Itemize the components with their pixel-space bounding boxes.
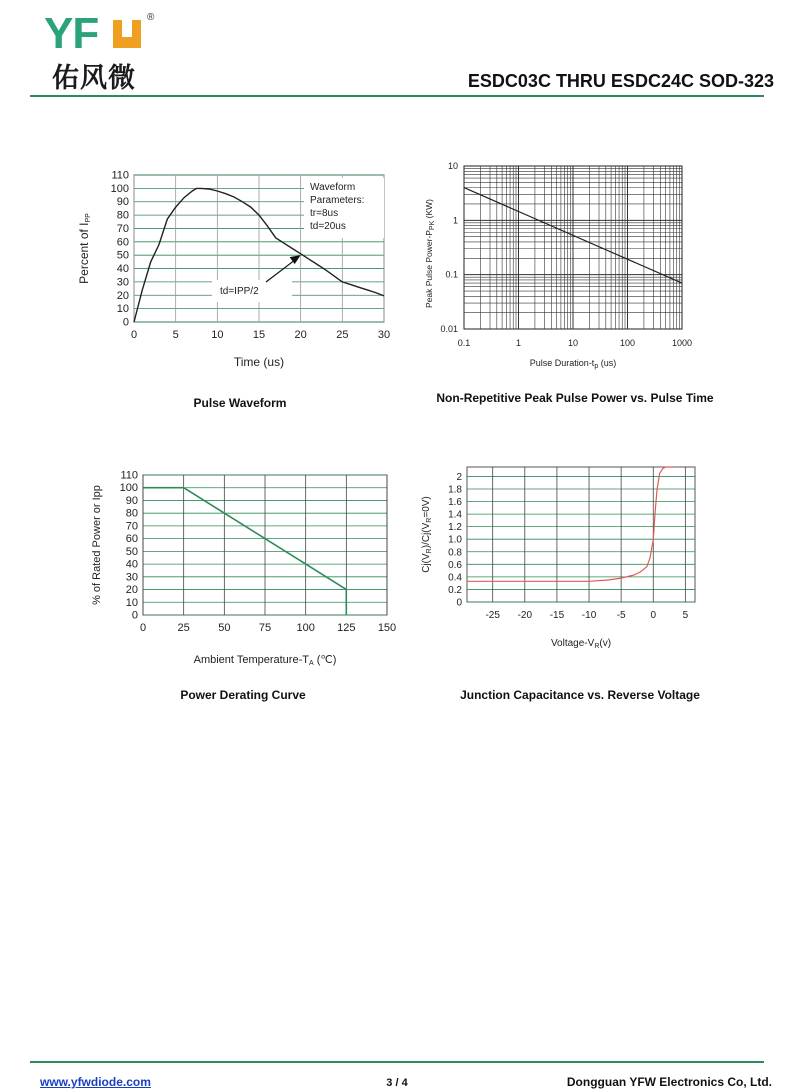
x-axis-label: Time (us) [233,355,285,369]
junction-capacitance-chart [410,462,710,662]
y-tick-label: 10 [116,303,129,316]
x-tick-label: 125 [337,622,356,634]
y-tick-label: 60 [125,533,138,546]
y-tick-label: 110 [111,169,129,182]
x-tick-label: 30 [377,329,391,341]
logo-mark-icon [110,18,144,50]
y-tick-label: 1.4 [448,509,462,521]
y-tick-label: 1.2 [448,522,462,534]
company-name: Dongguan YFW Electronics Co, Ltd. [566,1075,772,1089]
y-tick-label: 80 [125,507,138,520]
y-tick-label: 0.2 [448,584,462,596]
y-tick-label: 0.6 [448,559,462,571]
header-rule [30,95,764,97]
x-tick-label: -25 [485,610,500,621]
pulse-waveform-caption: Pulse Waveform [193,396,287,410]
logo-chinese-name: 佑风微 [52,63,136,94]
x-tick-label: -15 [549,610,565,621]
x-tick-label: 150 [377,622,397,634]
y-tick-label: 2 [456,471,462,483]
y-tick-label: 0.4 [448,572,462,584]
annotation-text: Parameters: [310,195,365,206]
y-axis-label: Peak Pulse Power-$P_{PK}$ (KW) [424,198,436,309]
y-axis-label: Percent of IPP [77,213,92,284]
annotation-text: Waveform [310,182,356,193]
y-tick-label: 100 [119,482,138,495]
y-tick-label: 10 [125,596,138,609]
pulse-waveform-chart [70,160,410,380]
y-tick-label: 10 [447,161,458,171]
x-axis-label: Ambient Temperature-TA (℃) [193,654,337,667]
y-tick-label: 80 [116,209,129,222]
x-tick-label: 50 [218,622,231,634]
x-tick-label: -5 [616,610,626,621]
y-tick-label: 30 [125,571,138,584]
footer-rule [30,1061,764,1063]
y-tick-label: 1.8 [448,484,462,496]
y-tick-label: 0 [131,609,138,622]
logo-text: YF [44,9,99,58]
y-tick-label: 110 [120,469,138,482]
y-tick-label: 40 [125,558,138,571]
x-tick-label: 10 [211,329,224,341]
y-tick-label: 0.01 [440,324,458,334]
x-tick-label: 100 [619,338,636,348]
y-tick-label: 0.8 [448,547,462,559]
y-tick-label: 60 [116,236,129,249]
x-tick-label: 0 [650,610,657,621]
y-tick-label: 1.6 [448,497,462,509]
y-axis-label: $Cj(V_R)/Cj(V_R=0V)$ [421,496,433,573]
x-tick-label: 20 [294,329,307,341]
x-tick-label: 5 [172,329,179,341]
document-title: ESDC03C THRU ESDC24C SOD-323 [467,71,774,91]
y-tick-label: 40 [116,263,129,276]
y-tick-label: 90 [125,494,138,507]
x-tick-label: 25 [336,329,349,341]
y-tick-label: 20 [116,289,129,302]
x-tick-label: -10 [581,610,597,621]
x-tick-label: 1 [515,338,522,348]
x-tick-label: 1000 [671,338,693,348]
x-tick-label: 25 [177,622,190,634]
y-tick-label: 0 [122,316,129,329]
x-tick-label: 0.1 [457,338,471,348]
y-tick-label: 100 [110,182,129,195]
arrow-label: td=IPP/2 [220,286,259,297]
website-link[interactable]: www.yfwdiode.com [40,1075,151,1089]
x-tick-label: 100 [296,622,315,634]
y-tick-label: 70 [116,222,129,235]
x-axis-label: Pulse Duration-$t_p$ (us) [529,358,617,370]
registered-mark: ® [147,12,155,23]
peak-power-chart [420,158,710,373]
y-tick-label: 50 [116,249,129,262]
x-tick-label: -20 [517,610,533,621]
y-tick-label: 1.0 [448,534,462,546]
y-tick-label: 70 [125,520,138,533]
page-number: 3 / 4 [386,1077,408,1089]
y-tick-label: 0 [456,597,462,609]
x-tick-label: 0 [130,329,138,341]
y-tick-label: 0.1 [445,269,458,280]
power-derating-caption: Power Derating Curve [180,688,306,702]
x-axis-label: Voltage-$V_R(v)$ [550,638,612,650]
y-axis-label: % of Rated Power or Ipp [91,485,103,605]
y-tick-label: 50 [125,545,138,558]
x-tick-label: 0 [139,622,147,634]
y-tick-label: 30 [116,276,129,289]
y-tick-label: 20 [125,584,138,597]
y-tick-label: 1 [452,215,458,226]
power-derating-chart [80,465,410,675]
x-tick-label: 10 [567,338,579,348]
company-logo [44,9,174,94]
y-tick-label: 90 [116,196,129,209]
annotation-text: td=20us [310,221,346,232]
x-tick-label: 5 [682,610,689,621]
annotation-text: tr=8us [310,208,339,219]
x-tick-label: 75 [258,622,272,634]
x-tick-label: 15 [252,329,266,341]
peak-power-caption: Non-Repetitive Peak Pulse Power vs. Pulse Time [436,391,714,405]
junction-capacitance-caption: Junction Capacitance vs. Reverse Voltage [460,688,700,702]
